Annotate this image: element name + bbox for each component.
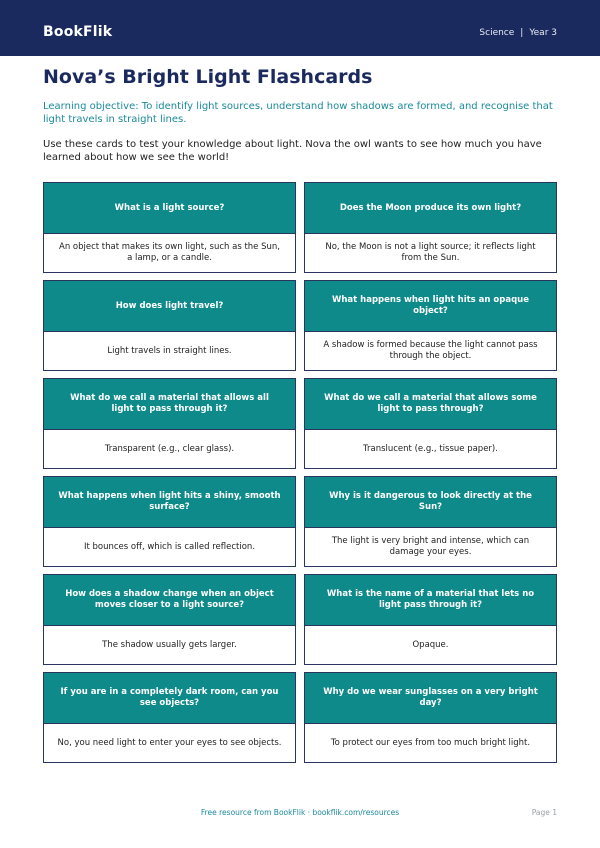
flashcard [304, 280, 557, 371]
footer-link[interactable]: Free resource from BookFlik · bookflik.com/resources [200, 808, 400, 817]
flashcard-answer: No, the Moon is not a light source; it reflects light from the Sun. [305, 233, 556, 272]
flashcard-answer: An object that makes its own light, such as the Sun, a lamp, or a candle. [44, 233, 295, 272]
flashcard-question: Does the Moon produce its own light? [305, 183, 556, 233]
flashcard [304, 672, 557, 763]
flashcard-answer: A shadow is formed because the light cannot pass through the object. [305, 331, 556, 370]
intro-text: Use these cards to test your knowledge about light. Nova the owl wants to see how much you have learned about how we see the world! [43, 139, 542, 163]
flashcard-answer: The light is very bright and intense, which can damage your eyes. [305, 527, 556, 566]
flashcard-question: How does light travel? [44, 281, 295, 331]
flashcard [43, 574, 296, 665]
flashcard-question: What do we call a material that allows some light to pass through? [305, 379, 556, 429]
page-title: Nova’s Bright Light Flashcards [43, 66, 373, 88]
year-label: Year 3 [529, 28, 557, 38]
flashcard [43, 378, 296, 469]
flashcard-answer: To protect our eyes from too much bright light. [305, 723, 556, 762]
flashcard-question: What is a light source? [44, 183, 295, 233]
flashcard-answer: It bounces off, which is called reflection. [44, 527, 295, 566]
flashcard-question: What do we call a material that allows all light to pass through it? [44, 379, 295, 429]
flashcard [43, 280, 296, 371]
brand-logo[interactable]: BookFlik [43, 24, 113, 40]
breadcrumb-separator: | [520, 28, 524, 38]
flashcard-question: What happens when light hits an opaque object? [305, 281, 556, 331]
flashcard-question: If you are in a completely dark room, can you see objects? [44, 673, 295, 723]
flashcard-question: Why is it dangerous to look directly at the Sun? [305, 477, 556, 527]
flashcard-answer: No, you need light to enter your eyes to see objects. [44, 723, 295, 762]
subject-label: Science [479, 28, 515, 38]
flashcard-answer: Light travels in straight lines. [44, 331, 295, 370]
flashcard [304, 476, 557, 567]
breadcrumb [479, 28, 557, 38]
learning-objective: Learning objective: To identify light sources, understand how shadows are formed, and recognise that light travels in straight lines. [43, 101, 553, 125]
flashcard [43, 182, 296, 273]
flashcard [304, 574, 557, 665]
flashcard-answer: Opaque. [305, 625, 556, 664]
flashcard-question: What is the name of a material that lets no light pass through it? [305, 575, 556, 625]
page-number: Page 1 [531, 808, 557, 817]
flashcard-answer: The shadow usually gets larger. [44, 625, 295, 664]
flashcard-question: What happens when light hits a shiny, smooth surface? [44, 477, 295, 527]
flashcard-answer: Transparent (e.g., clear glass). [44, 429, 295, 468]
flashcard [304, 182, 557, 273]
flashcard [304, 378, 557, 469]
flashcard-question: Why do we wear sunglasses on a very bright day? [305, 673, 556, 723]
flashcard-grid [43, 182, 557, 763]
flashcard [43, 672, 296, 763]
flashcard-answer: Translucent (e.g., tissue paper). [305, 429, 556, 468]
flashcard [43, 476, 296, 567]
top-bar [0, 0, 600, 56]
flashcard-question: How does a shadow change when an object moves closer to a light source? [44, 575, 295, 625]
